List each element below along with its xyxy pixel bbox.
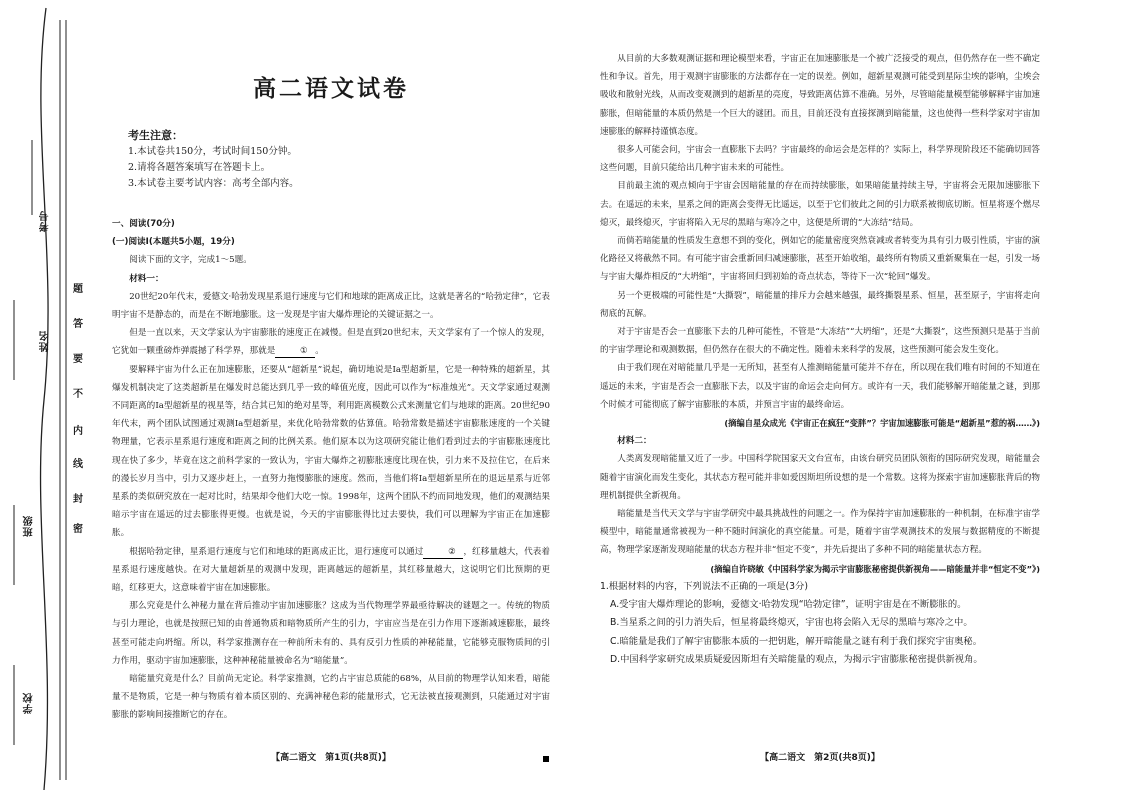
label-class: 班级 [24, 515, 35, 537]
label-exam-no: 考号 [40, 210, 51, 232]
seal-char: 答 [73, 319, 83, 330]
paragraph-text: ，红移量越大，代表着星系退行速度越快。在对大量超新星的观测中发现，距离越远的超新星，其红移量越大，这说明它们比预期的更暗，红移更大，这意味着宇宙在加速膨胀。 [112, 546, 550, 594]
blank-1: ① [275, 345, 315, 358]
notice-item: 1.本试卷共150分，考试时间150分钟。 [128, 146, 297, 157]
paragraph-with-blank [112, 324, 550, 360]
question-stem: 1.根据材料的内容，下列说法不正确的一项是(3分) [600, 580, 808, 592]
page-two-body [600, 50, 1040, 669]
notice-item: 2.请将各题答案填写在答题卡上。 [128, 162, 271, 173]
paragraph-with-blank [112, 543, 550, 598]
paragraph-text: 根据哈勃定律，星系退行速度与它们和地球的距离成正比，退行速度可以通过 [129, 546, 424, 557]
paragraph-text: 但是一直以来，天文学家认为宇宙膨胀的速度正在减慢。但是直到20世纪末，天文学家有了一个惊人的发现，它犹如一颗重磅炸弹震撼了科学界，那就是 [112, 328, 550, 357]
fold-mark [543, 756, 549, 762]
paragraph-text: 。 [315, 346, 324, 357]
notice-item: 3.本试卷主要考试内容：高考全部内容。 [128, 178, 299, 189]
paragraph: 20世纪20年代末，爱德文·哈勃发现星系退行速度与它们和地球的距离成正比，这就是著名的“哈勃定律”，它表明宇宙不是静态的，而是在不断地膨胀。这一发现是宇宙大爆炸理论的关键证据之一。 [112, 291, 550, 321]
subsection-header: (一)阅读Ⅰ(本题共5小题，19分) [112, 237, 235, 248]
paragraph: 对于宇宙是否会一直膨胀下去的几种可能性，不管是“大冻结”“大坍缩”，还是“大撕裂”，这些预测只是基于当前的宇宙学理论和观测数据，但仍然存在很大的不确定性。随着未来科学的发展，这些预测可能会发生变化。 [600, 327, 1040, 356]
option-b[interactable]: B.当星系之间的引力消失后，恒星将最终熄灭，宇宙也将会陷入无尽的黑暗与寒冷之中。 [610, 617, 973, 629]
label-name: 姓名 [40, 330, 51, 352]
page-two [600, 0, 1040, 794]
material-label: 材料一： [129, 273, 164, 284]
page-one [112, 0, 550, 794]
seal-char: 线 [73, 459, 83, 470]
paragraph: 暗能量究竟是什么？目前尚无定论。科学家推测，它约占宇宙总质能的68%，从目前的物理学认知来看，暗能量不是物质，它是一种与物质有着本质区别的、充满神秘色彩的能量形式，它无法被直接观测到，只能通过对宇宙膨胀的影响间接推断它的存在。 [112, 674, 550, 721]
seal-char: 要 [73, 354, 83, 365]
paragraph: 目前最主流的观点倾向于宇宙会因暗能量的存在而持续膨胀，如果暗能量持续主导，宇宙将会无限加速膨胀下去。在遥远的未来，星系之间的距离会变得无比遥远，以至于它们彼此之间的引力联系被彻底切断。恒星将逐个燃尽熄灭，最终熄灭，宇宙将陷入无尽的黑暗与寒冷之中，这便是所谓的“大冻结”结局。 [600, 181, 1040, 228]
seal-char: 题 [73, 284, 83, 295]
option-a[interactable]: A.受宇宙大爆炸理论的影响，爱德文·哈勃发现“哈勃定律”，证明宇宙是在不断膨胀的。 [610, 599, 967, 611]
instruction: 阅读下面的文字，完成1～5题。 [129, 255, 252, 266]
option-d[interactable]: D.中国科学家研究成果质疑爱因斯坦有关暗能量的观点，为揭示宇宙膨胀秘密提供新视角。 [610, 653, 983, 665]
notice-block [126, 128, 299, 192]
paragraph: 那么究竟是什么神秘力量在背后推动宇宙加速膨胀？这成为当代物理学界最亟待解决的谜题之一。传统的物质与引力理论，也就是按照已知的由普通物质和暗物质所产生的引力，宇宙应当是在引力作用下逐渐减速膨胀，最终甚至可能走向坍缩。所以，科学家推测存在一种前所未有的、具有反引力性质的神秘能量，它能够克服物质间的引力作用，驱动宇宙加速膨胀，这种神秘能量被命名为“暗能量”。 [112, 601, 550, 666]
source-citation: (摘编自许晓敏《中国科学家为揭示宇宙膨胀秘密提供新视角——暗能量并非“恒定不变”》) [710, 563, 1040, 574]
source-citation: (摘编自星众成光《宇宙正在疯狂“变胖”？宇宙加速膨胀可能是“超新星”惹的祸……》) [724, 418, 1040, 429]
paragraph: 人类离发现暗能量又近了一步。中国科学院国家天文台宣布，由该台研究员团队领衔的国际研究发现，暗能量会随着宇宙演化而发生变化，其状态方程可能并非如爱因斯坦所设想的是一个常数。这将为探索宇宙加速膨胀背后的物理机制提供全新视角。 [600, 454, 1040, 501]
seal-char: 不 [73, 389, 83, 400]
section-header: 一、阅读(70分) [112, 219, 175, 229]
page-footer: 【高二语文 第2页(共8页)】 [760, 753, 880, 763]
paragraph: 要解释宇宙为什么正在加速膨胀，还要从“超新星”说起，确切地说是Ia型超新星，它是一种特殊的超新星，其爆发机制决定了这类超新星在爆发时总能达到几乎一致的峰值光度，因此可以作为“标准烛光”。天文学家通过观测不同距离的Ia型超新星的视星等，结合其已知的绝对星等，利用距离模数公式来测量它们与地球的距离。20世纪90年代末，两个团队试图通过观测Ia型超新星，来优化哈勃常数的估算值。哈勃常数是描述宇宙膨胀速度的一个关键物理量，它表示星系退行速度和距离之间的比例关系。他们原本以为这项研究能让他们看到过去的宇宙膨胀速度比现在快了多少，毕竟在这之前科学家的一致认为，宇宙大爆炸之初膨胀速度比现在快，引力来不及拉住它，在后来的漫长岁月当中，引力又逐步赶上，一直努力拖慢膨胀的速度。然而，当他们将Ia型超新星所在的退远星系与近邻星系的类似研究放在一起对比时，结果却令他们大吃一惊。1998年，这两个团队不约而同地发现，他们的观测结果暗示宇宙在遥远的过去膨胀得更慢。也就是说，今天的宇宙膨胀得比过去要快，我们可以理解为宇宙正在加速膨胀。 [112, 364, 550, 539]
binding-margin [0, 0, 95, 794]
paragraph: 另一个更极端的可能性是“大撕裂”，暗能量的排斥力会越来越强，最终撕裂星系、恒星，甚至原子，宇宙将走向彻底的瓦解。 [600, 290, 1040, 319]
paragraph: 很多人可能会问，宇宙会一直膨胀下去吗？宇宙最终的命运会是怎样的？实际上，科学界现阶段还不能确切回答这些问题，目前只能给出几种宇宙未来的可能性。 [600, 145, 1040, 174]
page-one-body [112, 215, 550, 725]
material-label: 材料二： [617, 436, 652, 447]
notice-header: 考生注意： [128, 129, 183, 142]
paragraph: 从目前的大多数观测证据和理论模型来看，宇宙正在加速膨胀是一个被广泛接受的观点，但仍然存在一些不确定性和争议。首先，用于观测宇宙膨胀的方法都存在一定的误差。例如，超新星观测可能受到星际尘埃的影响，尘埃会吸收和散射光线，从而改变观测到的超新星的亮度，导致距离估算不准确。另外，尽管暗能量模型能够解释宇宙加速膨胀，但暗能量的本质仍然是一个巨大的谜团。而且，目前还没有直接探测到暗能量，这也使得一些科学家对宇宙加速膨胀的解释持谨慎态度。 [600, 54, 1040, 137]
blank-2: ② [423, 546, 463, 559]
exam-title: 高二语文试卷 [253, 76, 409, 102]
seal-char: 封 [73, 494, 83, 505]
page-footer: 【高二语文 第1页(共8页)】 [271, 753, 391, 763]
paragraph: 暗能量是当代天文学与宇宙学研究中最具挑战性的问题之一。作为保持宇宙加速膨胀的一种机制，在标准宇宙学模型中，暗能量通常被视为一种不随时间演化的真空能量。可是，随着宇宙学观测技术的发展与数据精度的不断提高，物理学家逐渐发现暗能量的状态方程并非“恒定不变”，并先后提出了多种不同的暗能量状态方程。 [600, 509, 1040, 556]
option-c[interactable]: C.暗能量是我们了解宇宙膨胀本质的一把钥匙，解开暗能量之谜有利于我们探究宇宙奥秘。 [610, 635, 983, 647]
label-school: 学校 [24, 692, 35, 714]
paragraph: 由于我们现在对暗能量几乎是一无所知，甚至有人推测暗能量可能并不存在，所以现在我们唯有时间的不知道在遥远的未来，宇宙是否会一直膨胀下去，以及宇宙的命运会走向何方。或许有一天，我们能够解开暗能量之谜，到那个时候才可能彻底了解宇宙膨胀的本质，并预言宇宙的最终命运。 [600, 363, 1040, 410]
seal-char: 密 [73, 524, 83, 535]
paragraph: 而倘若暗能量的性质发生意想不到的变化，例如它的能量密度突然衰减或者转变为具有引力吸引性质，宇宙的演化路径又将截然不同。有可能宇宙会重新回归减速膨胀，甚至开始收缩，最终所有物质又重新聚集在一起，引发一场与宇宙大爆炸相反的“大坍缩”，宇宙将回归到初始的奇点状态，等待下一次“轮回”爆发。 [600, 236, 1040, 283]
seal-char: 内 [73, 426, 83, 437]
